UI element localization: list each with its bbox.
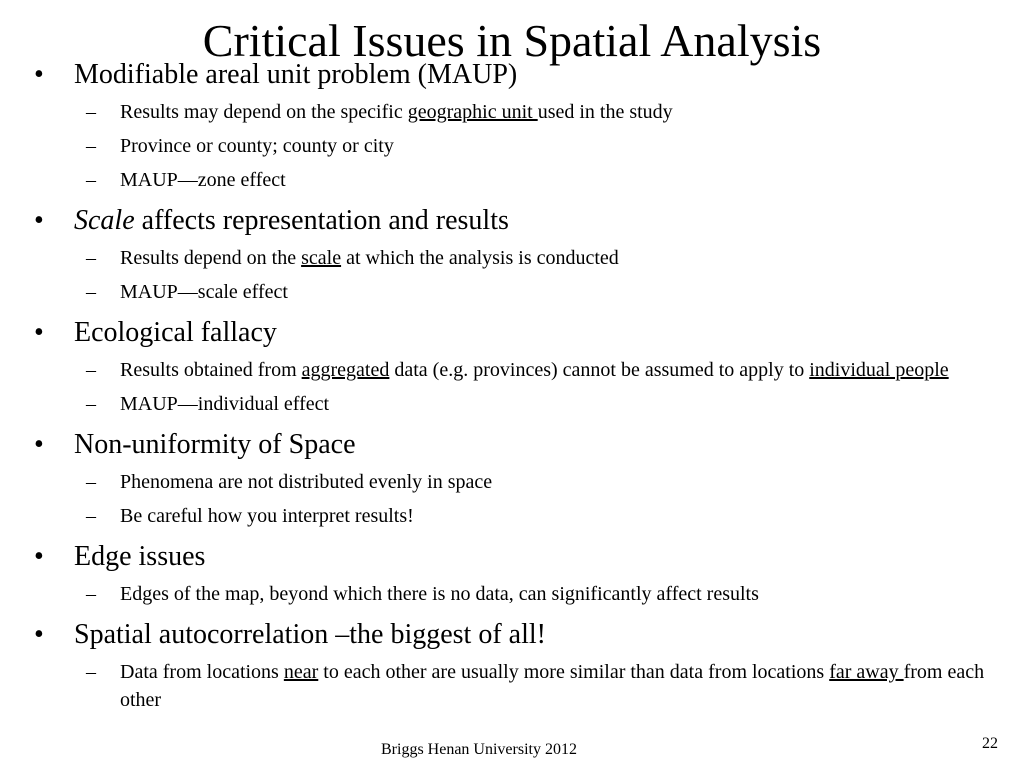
sub-bullet-text: data (e.g. provinces) cannot be assumed to apply to <box>389 359 810 381</box>
bullet-marker: • <box>34 429 44 460</box>
bullet-non-uniformity <box>34 428 994 462</box>
bullet-marker: • <box>34 59 44 90</box>
underlined-term: aggregated <box>301 359 390 381</box>
sub-bullet <box>34 166 994 194</box>
bullet-list <box>34 58 994 714</box>
sub-bullet-text: Results may depend on the specific <box>120 101 408 123</box>
bullet-edge-issues <box>34 540 994 574</box>
sub-bullet-marker: – <box>86 505 96 527</box>
sub-bullet-text: used in the study <box>537 101 673 123</box>
bullet-marker: • <box>34 317 44 348</box>
page-number: 22 <box>982 735 998 752</box>
sub-bullet-text: Data from locations <box>120 661 284 683</box>
underlined-term: near <box>283 661 319 683</box>
sub-bullet-text: Phenomena are not distributed evenly in space <box>120 471 493 493</box>
slide-footer: Briggs Henan University 2012 <box>381 741 577 758</box>
sub-bullet <box>34 468 994 496</box>
bullet-ecological-fallacy <box>34 316 994 350</box>
sub-bullet-marker: – <box>86 247 96 269</box>
sub-bullet-text: Edges of the map, beyond which there is no data, can significantly affect results <box>120 583 759 605</box>
bullet-maup <box>34 58 994 92</box>
bullet-text: Non-uniformity of Space <box>74 429 356 460</box>
bullet-marker: • <box>34 619 44 650</box>
sub-bullet-marker: – <box>86 169 96 191</box>
sub-bullet <box>34 502 994 530</box>
sub-bullet-text: MAUP—individual effect <box>120 393 330 415</box>
sub-bullet <box>34 132 994 160</box>
sub-bullet-text: MAUP—zone effect <box>120 169 286 191</box>
sub-bullet-marker: – <box>86 359 96 381</box>
sub-bullet-marker: – <box>86 101 96 123</box>
bullet-text: Ecological fallacy <box>74 317 277 348</box>
sub-bullet-text: Results depend on the <box>120 247 302 269</box>
bullet-text: Spatial autocorrelation –the biggest of all! <box>74 619 546 650</box>
sub-bullet-text: to each other are usually more similar than data from locations <box>318 661 830 683</box>
sub-bullet-marker: – <box>86 471 96 493</box>
sub-bullet <box>34 278 994 306</box>
sub-bullet-text: Be careful how you interpret results! <box>120 505 414 527</box>
sub-bullet-text: at which the analysis is conducted <box>341 247 619 269</box>
underlined-term: scale <box>301 247 342 269</box>
sub-bullet-marker: – <box>86 281 96 303</box>
underlined-term: geographic unit <box>407 101 538 123</box>
bullet-scale <box>34 204 994 238</box>
sub-bullet <box>34 98 994 126</box>
sub-bullet <box>34 390 994 418</box>
slide-title: Critical Issues in Spatial Analysis <box>202 15 822 66</box>
sub-bullet-marker: – <box>86 393 96 415</box>
sub-bullet <box>34 658 994 714</box>
sub-bullet <box>34 244 994 272</box>
bullet-text: Edge issues <box>74 541 206 572</box>
bullet-marker: • <box>34 541 44 572</box>
sub-bullet-text: from each other <box>120 661 985 711</box>
bullet-text: affects representation and results <box>134 205 509 236</box>
sub-bullet-marker: – <box>86 135 96 157</box>
sub-bullet-text: Results obtained from <box>120 359 302 381</box>
bullet-text: Modifiable areal unit problem (MAUP) <box>74 59 518 90</box>
italic-term: Scale <box>74 205 135 236</box>
underlined-term: far away <box>829 661 904 683</box>
sub-bullet <box>34 580 994 608</box>
underlined-term: individual people <box>809 359 949 381</box>
sub-bullet-text: MAUP—scale effect <box>120 281 288 303</box>
sub-bullet-marker: – <box>86 661 96 683</box>
bullet-spatial-autocorrelation <box>34 618 994 652</box>
sub-bullet-text: Province or county; county or city <box>120 135 394 157</box>
sub-bullet-marker: – <box>86 583 96 605</box>
sub-bullet <box>34 356 994 384</box>
bullet-marker: • <box>34 205 44 236</box>
